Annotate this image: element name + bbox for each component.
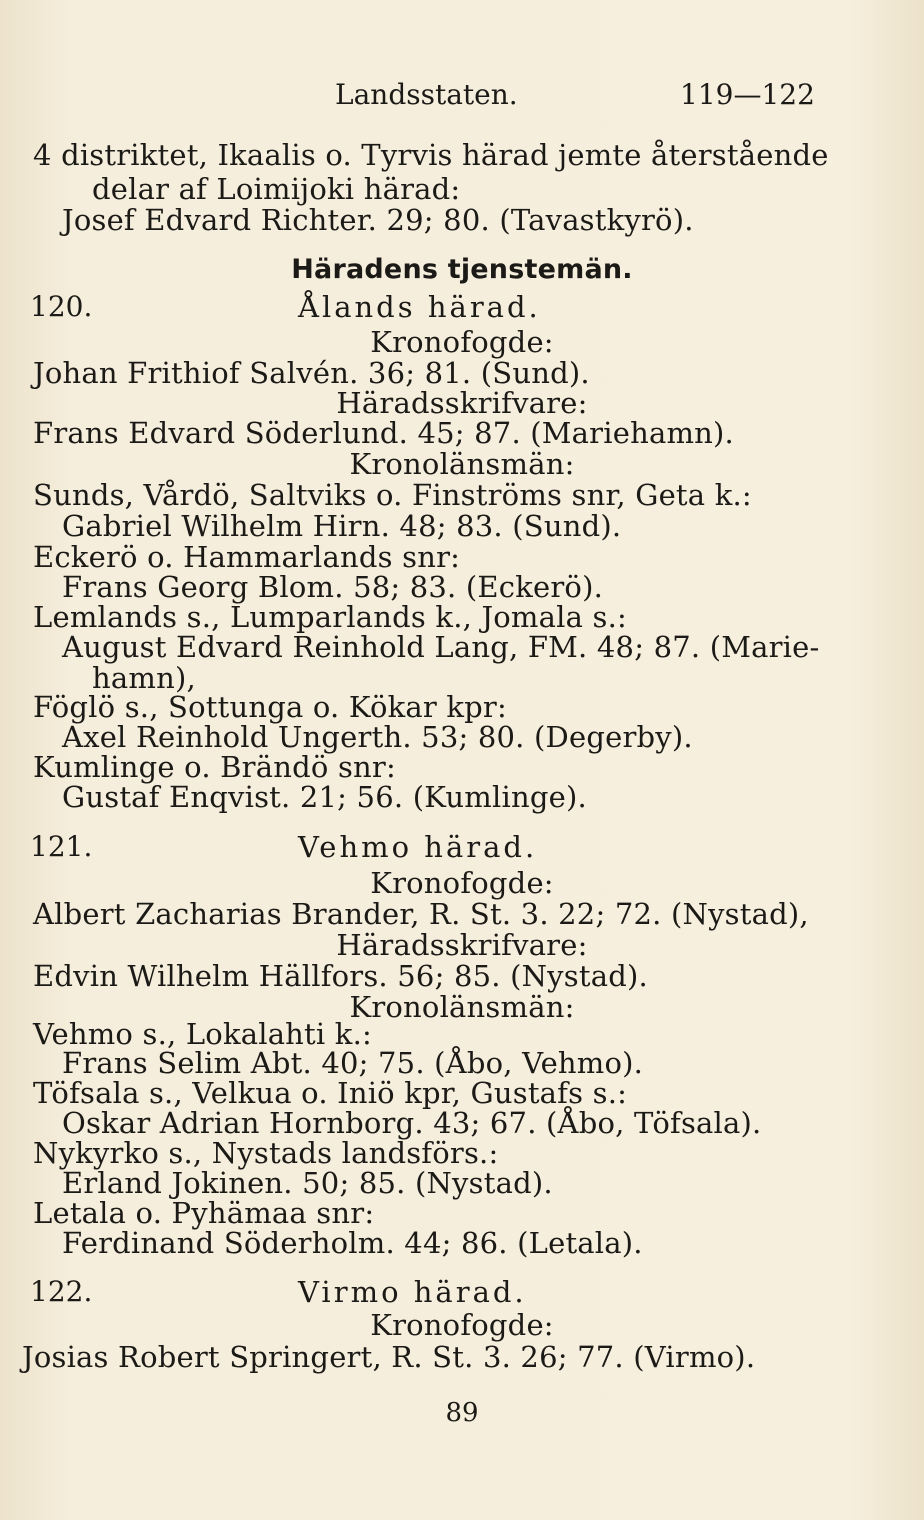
s120-entry: Johan Frithiof Salvén. 36; 81. (Sund). — [33, 356, 590, 390]
s120-entry: Axel Reinhold Ungerth. 53; 80. (Degerby). — [62, 720, 693, 754]
s120-entry: Gustaf Enqvist. 21; 56. (Kumlinge). — [62, 780, 587, 814]
s121-entry: Edvin Wilhelm Hällfors. 56; 85. (Nystad). — [33, 959, 648, 993]
s120-entry: Gabriel Wilhelm Hirn. 48; 83. (Sund). — [62, 509, 622, 543]
s121-role-kronofogde: Kronofogde: — [370, 866, 554, 900]
section-122-title: Virmo härad. — [298, 1275, 527, 1309]
s120-district: Kumlinge o. Brändö snr: — [33, 750, 396, 784]
s120-entry: August Edvard Reinhold Lang, FM. 48; 87. (Marie- — [62, 630, 820, 664]
s121-entry: Albert Zacharias Brander, R. St. 3. 22; 72. (Nystad), — [33, 897, 809, 931]
s121-entry: Oskar Adrian Hornborg. 43; 67. (Åbo, Töfsala). — [62, 1106, 762, 1140]
signature-mark: 89 — [445, 1398, 479, 1428]
section-heading: Häradens tjenstemän. — [291, 254, 633, 285]
s120-district: Lemlands s., Lumparlands k., Jomala s.: — [33, 600, 627, 634]
s120-entry: Frans Georg Blom. 58; 83. (Eckerö). — [62, 570, 604, 604]
intro-line-1: 4 distriktet, Ikaalis o. Tyrvis härad jemte återstående — [33, 138, 829, 172]
running-title: Landsstaten. — [335, 78, 518, 111]
s120-role-kronolansman: Kronolänsmän: — [349, 447, 575, 481]
s121-role-haradsskrifvare: Häradsskrifvare: — [336, 928, 588, 962]
s121-district: Nykyrko s., Nystads landsförs.: — [33, 1136, 499, 1170]
s120-district: Sunds, Vårdö, Saltviks o. Finströms snr, Geta k.: — [33, 478, 752, 512]
s120-district: Eckerö o. Hammarlands snr: — [33, 540, 461, 574]
s121-district: Letala o. Pyhämaa snr: — [33, 1196, 375, 1230]
s122-role-kronofogde: Kronofogde: — [370, 1308, 554, 1342]
s121-district: Vehmo s., Lokalahti k.: — [33, 1017, 372, 1051]
section-120-title: Ålands härad. — [298, 290, 541, 324]
s120-entry-cont: hamn), — [92, 661, 196, 695]
s120-role-haradsskrifvare: Häradsskrifvare: — [336, 386, 588, 420]
intro-line-3: Josef Edvard Richter. 29; 80. (Tavastkyrö). — [62, 203, 694, 237]
s120-district: Föglö s., Sottunga o. Kökar kpr: — [33, 690, 507, 724]
intro-line-2: delar af Loimijoki härad: — [92, 172, 461, 206]
s120-entry: Frans Edvard Söderlund. 45; 87. (Mariehamn). — [33, 416, 734, 450]
section-121-title: Vehmo härad. — [298, 830, 538, 864]
s121-role-kronolansman: Kronolänsmän: — [349, 990, 575, 1024]
s121-entry: Erland Jokinen. 50; 85. (Nystad). — [62, 1166, 553, 1200]
section-122-number: 122. — [30, 1275, 93, 1308]
s120-role-kronofogde: Kronofogde: — [370, 325, 554, 359]
s121-entry: Frans Selim Abt. 40; 75. (Åbo, Vehmo). — [62, 1046, 644, 1080]
page-range: 119—122 — [680, 78, 815, 111]
section-121-number: 121. — [30, 830, 93, 863]
section-120-number: 120. — [30, 290, 93, 323]
s121-entry: Ferdinand Söderholm. 44; 86. (Letala). — [62, 1226, 643, 1260]
s122-entry: Josias Robert Springert, R. St. 3. 26; 77. (Virmo). — [22, 1340, 756, 1374]
s121-district: Töfsala s., Velkua o. Iniö kpr, Gustafs s.: — [33, 1076, 628, 1110]
